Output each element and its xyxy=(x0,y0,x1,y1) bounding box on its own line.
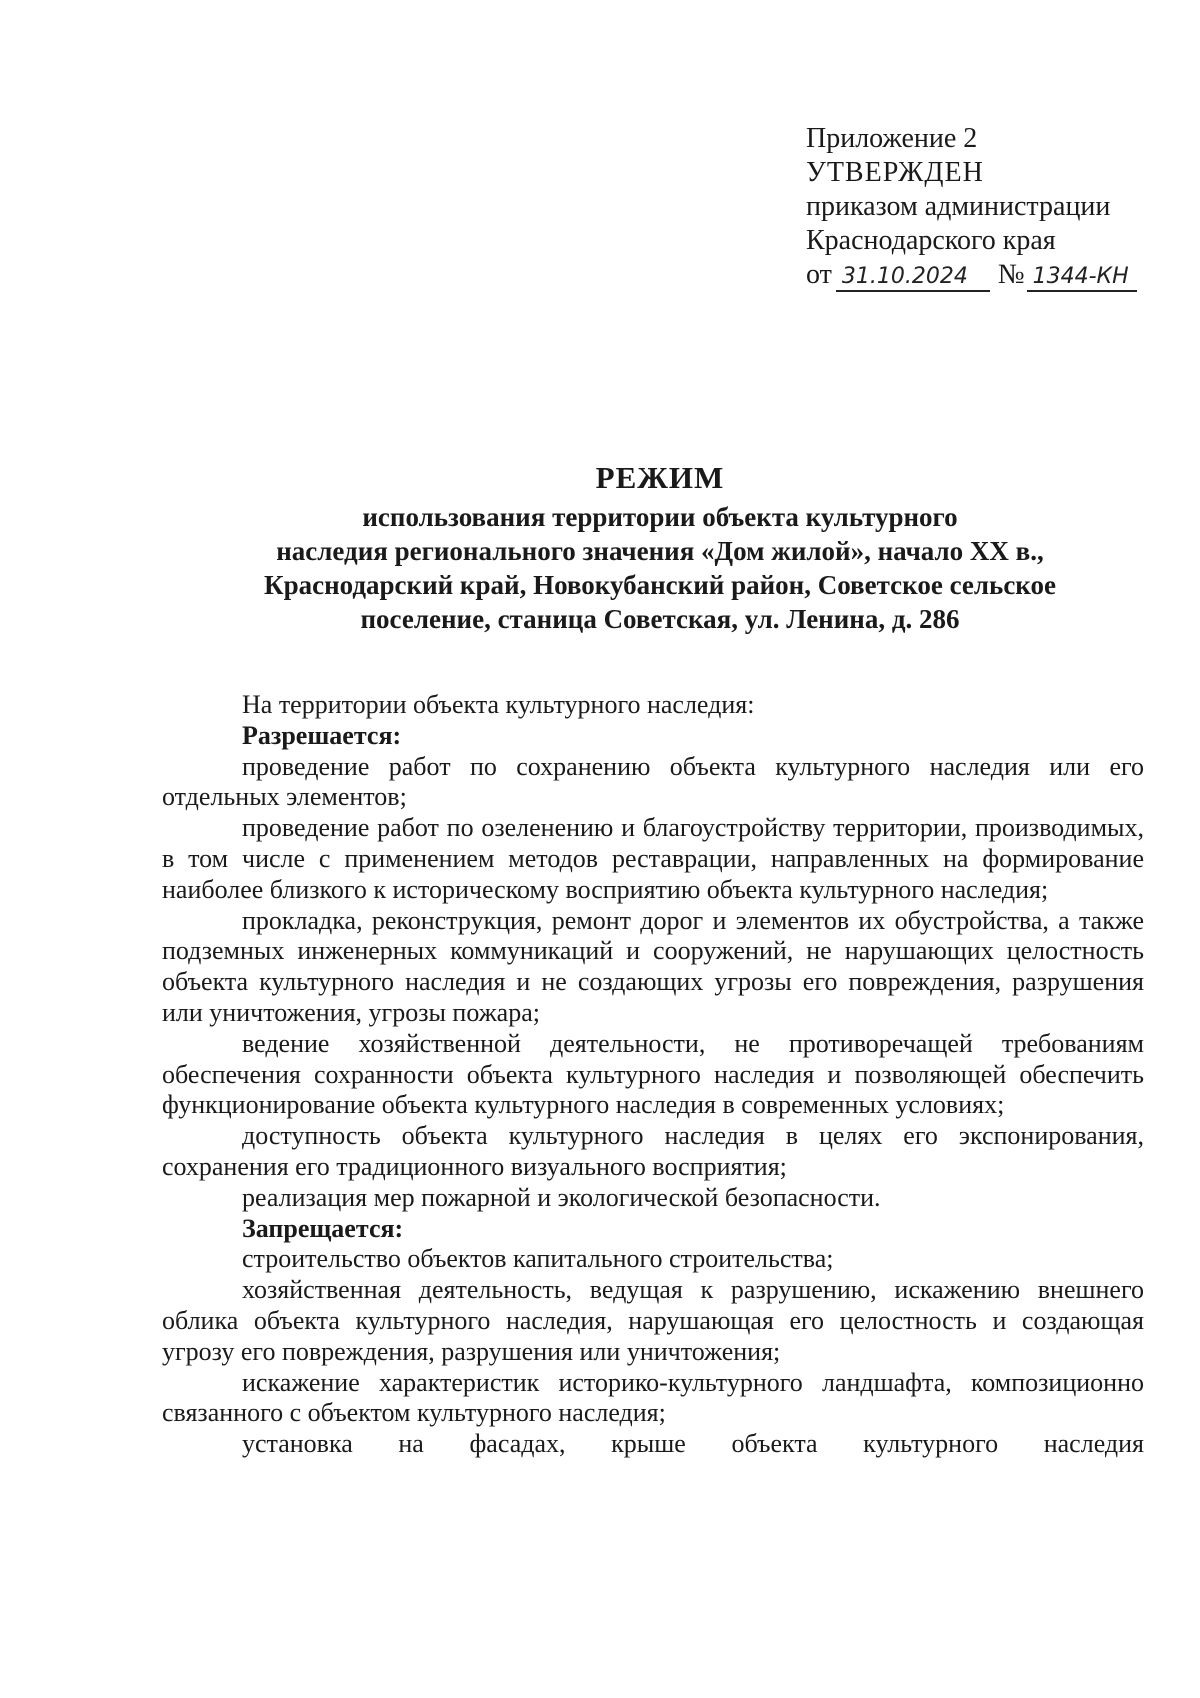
allowed-item: доступность объекта культурного наследия в целях его экспонирования, сохранения его традиционного визуального восприятия; xyxy=(162,1121,1144,1181)
approved-label: УТВЕРЖДЕН xyxy=(806,157,984,188)
order-line-2: Краснодарского края xyxy=(806,225,1056,256)
title-line-3: Краснодарский край, Новокубанский район, Советское сельское xyxy=(264,570,1056,600)
allowed-heading: Разрешается: xyxy=(242,720,402,750)
date-prefix: от xyxy=(806,259,832,290)
forbidden-item: установка на фасадах, крыше объекта культурного наследия xyxy=(242,1429,1144,1459)
title-main: РЕЖИМ xyxy=(595,460,725,495)
forbidden-heading: Запрещается: xyxy=(242,1213,404,1243)
forbidden-item: искажение характеристик историко-культурного ландшафта, композиционно связанного с объектом культурного наследия; xyxy=(162,1367,1144,1428)
title-line-1: использования территории объекта культурного xyxy=(362,502,958,532)
allowed-item: прокладка, реконструкция, ремонт дорог и элементов их обустройства, а также подземных инженерных коммуникаций и сооружений, не нарушающих целостность объекта культурного наследия и не создающих угрозы его повреждения, разрушения или уничтожения, угрозы пожара; xyxy=(162,905,1144,1027)
title-line-4: поселение, станица Советская, ул. Ленина, д. 286 xyxy=(360,604,960,634)
intro-paragraph: На территории объекта культурного наследия: xyxy=(242,690,755,719)
number-prefix: № xyxy=(997,259,1025,290)
allowed-item: ведение хозяйственной деятельности, не противоречащей требованиям обеспечения сохранности объекта культурного наследия и позволяющей обеспечить функционирование объекта культурного наследия в современных условиях; xyxy=(162,1028,1144,1120)
order-line-1: приказом администрации xyxy=(806,191,1111,222)
forbidden-item: строительство объектов капитального строительства; xyxy=(242,1244,834,1274)
annex-label: Приложение 2 xyxy=(806,123,978,154)
date-number-line xyxy=(806,258,1166,292)
document-body xyxy=(162,690,1144,1460)
forbidden-item: хозяйственная деятельность, ведущая к разрушению, искажению внешнего облика объекта культурного наследия, нарушающая его целостность и создающая угрозу его повреждения, разрушения или уничтожения; xyxy=(162,1275,1144,1366)
handwritten-date: 31.10.2024 xyxy=(836,264,990,292)
title-line-2: наследия регионального значения «Дом жилой», начало XX в., xyxy=(276,536,1044,566)
allowed-item: проведение работ по озеленению и благоустройству территории, производимых, в том числе с применением методов реставрации, направленных на формирование наиболее близкого к историческому восприятию объекта культурного наследия; xyxy=(162,813,1144,904)
allowed-item: проведение работ по сохранению объекта культурного наследия или его отдельных элементов; xyxy=(162,751,1144,812)
handwritten-number: 1344-КН xyxy=(1027,264,1137,292)
approval-block xyxy=(806,122,1166,292)
document-title xyxy=(160,458,1160,636)
allowed-item: реализация мер пожарной и экологической безопасности. xyxy=(242,1182,881,1212)
